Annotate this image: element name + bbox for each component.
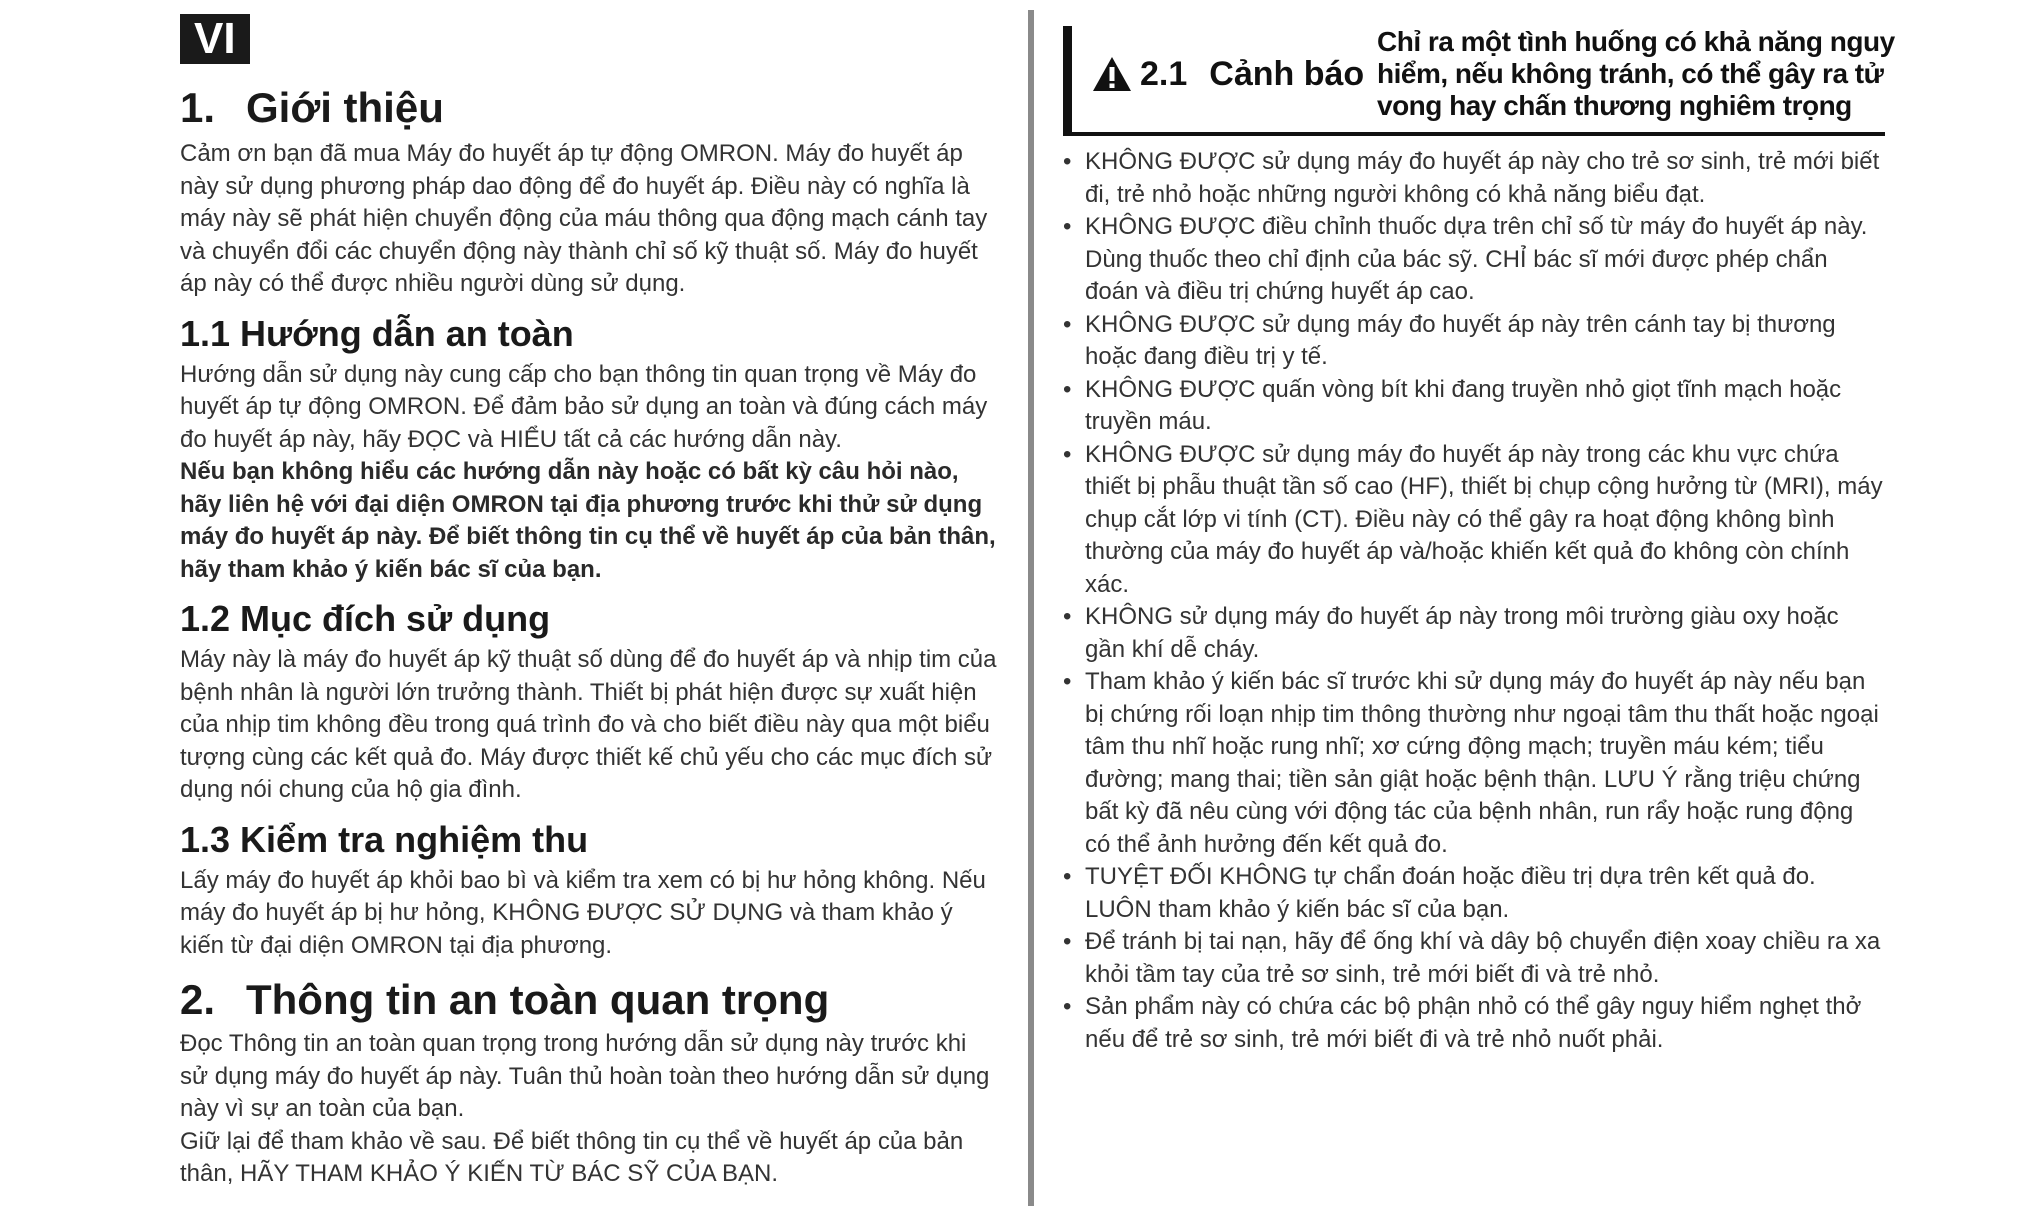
warning-list-item <box>1063 601 1885 666</box>
warning-list-item <box>1063 309 1885 374</box>
acceptance-paragraph: Lấy máy đo huyết áp khỏi bao bì và kiểm tra xem có bị hư hỏng không. Nếu máy đo huyết áp bị hư hỏng, KHÔNG ĐƯỢC SỬ DỤNG và tham khảo ý kiến từ đại diện OMRON tại địa phương. <box>180 866 986 959</box>
language-badge: VI <box>180 14 250 64</box>
warning-item-text: KHÔNG ĐƯỢC sử dụng máy đo huyết áp này cho trẻ sơ sinh, trẻ mới biết đi, trẻ nhỏ hoặc những người không có khả năng biểu đạt. <box>1085 148 1880 208</box>
section-title: Giới thiệu <box>246 84 444 131</box>
warning-item-text: KHÔNG ĐƯỢC quấn vòng bít khi đang truyền nhỏ giọt tĩnh mạch hoặc truyền máu. <box>1085 375 1842 435</box>
warning-item-text: Sản phẩm này có chứa các bộ phận nhỏ có thể gây nguy hiểm nghẹt thở nếu để trẻ sơ sinh, trẻ mới biết đi và trẻ nhỏ nuốt phải. <box>1085 993 1862 1053</box>
column-divider <box>1028 10 1034 1206</box>
warning-item-text: TUYỆT ĐỐI KHÔNG tự chẩn đoán hoặc điều trị dựa trên kết quả đo. LUÔN tham khảo ý kiến bác sĩ của bạn. <box>1085 863 1816 923</box>
important-safety-paragraph-1: Đọc Thông tin an toàn quan trọng trong hướng dẫn sử dụng này trước khi sử dụng máy đo huyết áp này. Tuân thủ hoàn toàn theo hướng dẫn sử dụng này vì sự an toàn của bạn. <box>180 1030 990 1122</box>
intro-paragraph: Cảm ơn bạn đã mua Máy đo huyết áp tự động OMRON. Máy đo huyết áp này sử dụng phương pháp dao động để đo huyết áp. Điều này có nghĩa là máy này sẽ phát hiện chuyển động của máu thông qua động mạch cánh tay và chuyển đổi các chuyển động này thành chỉ số kỹ thuật số. Máy đo huyết áp này có thể được nhiều người dùng sử dụng. <box>180 140 988 297</box>
acceptance-heading: 1.3 Kiểm tra nghiệm thu <box>180 818 589 860</box>
section-number: 1. <box>180 84 216 131</box>
warning-list-item <box>1063 926 1885 991</box>
section-number: 2. <box>180 976 216 1023</box>
bullet-marker: • <box>1063 213 1072 240</box>
intended-use-paragraph: Máy này là máy đo huyết áp kỹ thuật số dùng để đo huyết áp và nhịp tim của bệnh nhân là người lớn trưởng thành. Thiết bị phát hiện được sự xuất hiện của nhịp tim không đều trong quá trình đo và cho biết điều này qua một biểu tượng cùng các kết quả đo. Máy được thiết kế chủ yếu cho các mục đích sử dụng nói chung của hộ gia đình. <box>180 646 997 803</box>
bullet-marker: • <box>1063 375 1072 403</box>
warning-item-text: Để tránh bị tai nạn, hãy để ống khí và dây bộ chuyển điện xoay chiều ra xa khỏi tầm tay của trẻ sơ sinh, trẻ mới biết đi và trẻ nhỏ. <box>1085 928 1881 988</box>
warning-list-item <box>1063 439 1885 602</box>
warning-title <box>1092 54 1364 94</box>
bullet-marker: • <box>1063 993 1072 1020</box>
warning-list-item <box>1063 146 1885 211</box>
warning-item-text: KHÔNG ĐƯỢC sử dụng máy đo huyết áp này trong các khu vực chứa thiết bị phẫu thuật tần số cao (HF), thiết bị chụp cộng hưởng từ (MRI), máy chụp cắt lớp vi tính (CT). Điều này có thể gây ra hoạt động không bình thường của máy đo huyết áp và/hoặc khiến kết quả đo không còn chính xác. <box>1085 440 1883 598</box>
right-column <box>1063 26 1895 1056</box>
section-intro-heading <box>180 84 1000 132</box>
warning-list-item <box>1063 666 1885 861</box>
safety-guide-heading: 1.1 Hướng dẫn an toàn <box>180 312 574 354</box>
warning-triangle-icon <box>1092 56 1132 92</box>
important-safety-paragraph-2: Giữ lại để tham khảo về sau. Để biết thông tin cụ thể về huyết áp của bản thân, HÃY THAM KHẢO Ý KIẾN TỪ BÁC SỸ CỦA BẠN. <box>180 1127 964 1187</box>
intended-use-heading: 1.2 Mục đích sử dụng <box>180 598 551 639</box>
warning-item-text: Tham khảo ý kiến bác sĩ trước khi sử dụng máy đo huyết áp này nếu bạn bị chứng rối loạn nhịp tim thông thường như ngoại tâm thu thất hoặc ngoại tâm thu nhĩ hoặc rung nhĩ; xơ cứng động mạch; truyền máu kém; tiểu đường; mang thai; tiền sản giật hoặc bệnh thận. LƯU Ý rằng triệu chứng bất kỳ đã nêu cùng với động tác của bệnh nhân, run rẩy hoặc rung động có thể ảnh hưởng đến kết quả đo. <box>1085 668 1879 858</box>
warning-item-text: KHÔNG ĐƯỢC điều chỉnh thuốc dựa trên chỉ số từ máy đo huyết áp này. Dùng thuốc theo chỉ định của bác sỹ. CHỈ bác sĩ mới được phép chẩn đoán và điều trị chứng huyết áp cao. <box>1085 213 1868 305</box>
bullet-marker: • <box>1063 863 1072 890</box>
warning-section-number: 2.1 <box>1140 55 1188 93</box>
bullet-marker: • <box>1063 603 1072 630</box>
bullet-marker: • <box>1063 148 1072 175</box>
warning-description: Chỉ ra một tình huống có khả năng nguy hiểm, nếu không tránh, có thể gây ra tử vong hay chấn thương nghiêm trọng <box>1377 26 1895 121</box>
warning-list <box>1063 146 1885 1056</box>
warning-list-item <box>1063 374 1885 439</box>
warning-section-title: Cảnh báo <box>1209 55 1365 93</box>
bullet-marker: • <box>1063 668 1072 695</box>
bullet-marker: • <box>1063 310 1072 338</box>
section-title: Thông tin an toàn quan trọng <box>246 976 830 1023</box>
bullet-marker: • <box>1063 928 1072 955</box>
warning-header <box>1063 26 1895 136</box>
warning-list-item <box>1063 991 1885 1056</box>
section-important-safety-heading <box>180 976 1000 1024</box>
warning-item-text: KHÔNG ĐƯỢC sử dụng máy đo huyết áp này trên cánh tay bị thương hoặc đang điều trị y tế. <box>1085 310 1836 370</box>
bullet-marker: • <box>1063 440 1072 468</box>
warning-list-item <box>1063 211 1885 309</box>
safety-guide-paragraph: Hướng dẫn sử dụng này cung cấp cho bạn thông tin quan trọng về Máy đo huyết áp tự động OMRON. Để đảm bảo sử dụng an toàn và đúng cách máy đo huyết áp này, hãy ĐỌC và HIỂU tất cả các hướng dẫn này. <box>180 360 988 453</box>
safety-guide-bold-paragraph: Nếu bạn không hiểu các hướng dẫn này hoặc có bất kỳ câu hỏi nào, hãy liên hệ với đại diện OMRON tại địa phương trước khi thử sử dụng máy đo huyết áp này. Để biết thông tin cụ thể về huyết áp của bản thân, hãy tham khảo ý kiến bác sĩ của bạn. <box>180 458 996 583</box>
warning-list-item <box>1063 861 1885 926</box>
left-column <box>180 14 1000 1191</box>
warning-item-text: KHÔNG sử dụng máy đo huyết áp này trong môi trường giàu oxy hoặc gần khí dễ cháy. <box>1085 603 1839 663</box>
